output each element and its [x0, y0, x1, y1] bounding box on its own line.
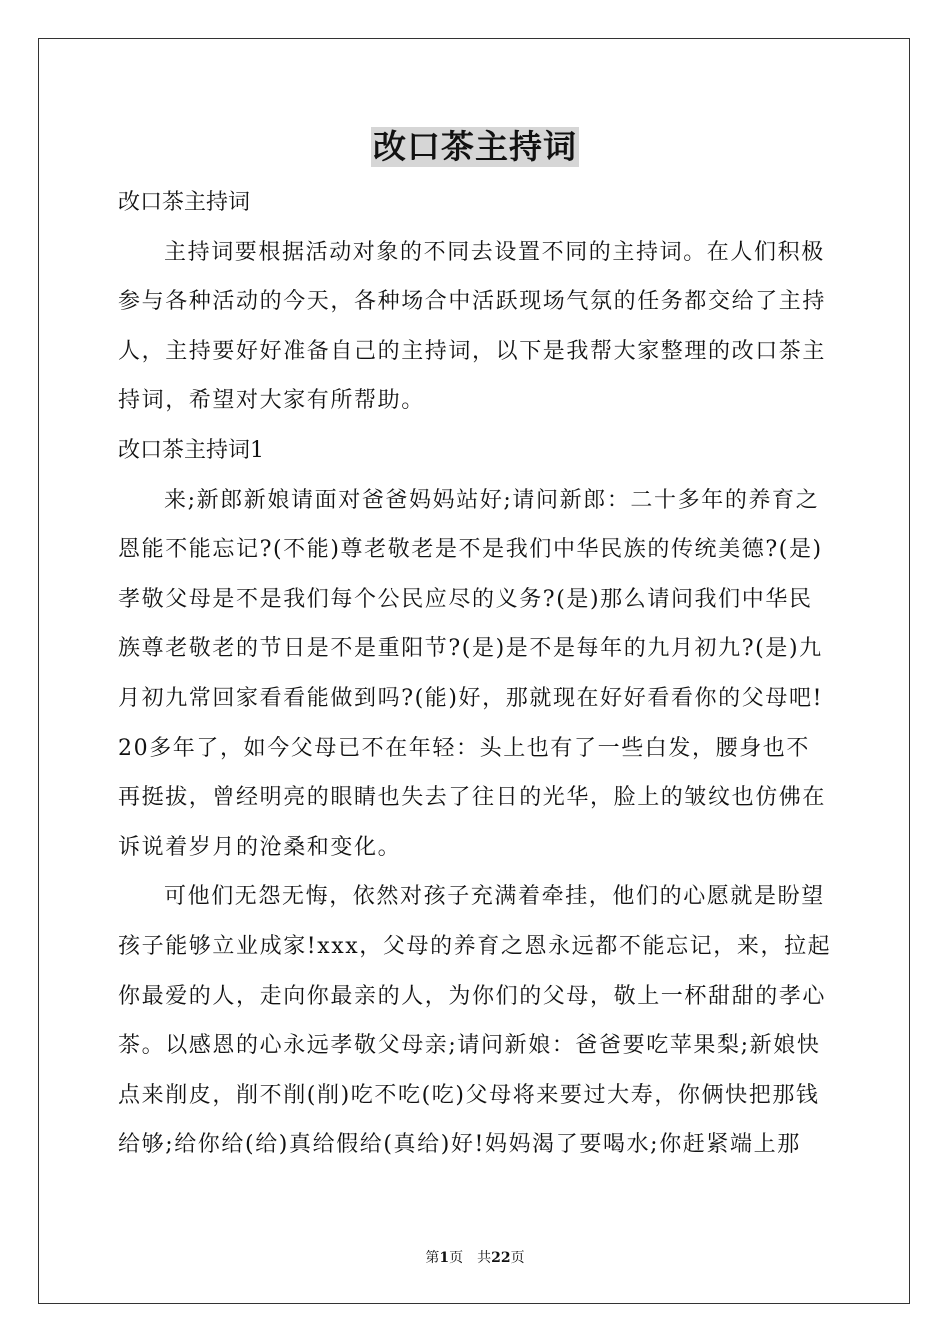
paragraph1-line: 孝敬父母是不是我们每个公民应尽的义务?(是)那么请问我们中华民 — [118, 586, 813, 612]
paragraph2-line: 孩子能够立业成家!xxx，父母的养育之恩永远都不能忘记，来，拉起 — [118, 933, 832, 959]
paragraph1-line: 20多年了，如今父母已不在年轻：头上也有了一些白发，腰身也不 — [118, 735, 810, 761]
intro-line: 持词，希望对大家有所帮助。 — [118, 388, 425, 414]
paragraph2-line: 你最爱的人，走向你最亲的人，为你们的父母，敬上一杯甜甜的孝心 — [118, 983, 827, 1009]
paragraph1-line: 诉说着岁月的沧桑和变化。 — [118, 834, 402, 860]
page-number: 1 — [439, 1250, 450, 1266]
intro-line: 主持词要根据活动对象的不同去设置不同的主持词。在人们积极 — [164, 239, 825, 265]
paragraph2-line: 可他们无怨无悔，依然对孩子充满着牵挂，他们的心愿就是盼望 — [164, 884, 825, 910]
total-prefix: 共 — [477, 1250, 492, 1266]
document-subtitle: 改口茶主持词 — [118, 190, 251, 215]
page-footer — [0, 1248, 950, 1268]
section-heading: 改口茶主持词1 — [118, 437, 264, 463]
document-body — [118, 178, 834, 1170]
title-container — [0, 127, 950, 167]
intro-line: 参与各种活动的今天，各种场合中活跃现场气氛的任务都交给了主持 — [118, 289, 827, 315]
page-suffix: 页 — [449, 1250, 464, 1266]
paragraph2-line: 茶。以感恩的心永远孝敬父母亲;请问新娘：爸爸要吃苹果梨;新娘快 — [118, 1033, 821, 1059]
page-prefix: 第 — [425, 1250, 440, 1266]
document-title: 改口茶主持词 — [373, 127, 577, 166]
paragraph2-line: 点来削皮，削不削(削)吃不吃(吃)父母将来要过大寿，你俩快把那钱 — [118, 1082, 820, 1108]
total-pages: 22 — [491, 1250, 511, 1266]
paragraph1-line: 来;新郎新娘请面对爸爸妈妈站好;请问新郎：二十多年的养育之 — [164, 487, 820, 513]
paragraph1-line: 恩能不能忘记?(不能)尊老敬老是不是我们中华民族的传统美德?(是) — [118, 537, 823, 563]
paragraph1-line: 再挺拔，曾经明亮的眼睛也失去了往日的光华，脸上的皱纹也仿佛在 — [118, 785, 827, 811]
intro-line: 人，主持要好好准备自己的主持词，以下是我帮大家整理的改口茶主 — [118, 338, 827, 364]
paragraph2-line: 给够;给你给(给)真给假给(真给)好!妈妈渴了要喝水;你赶紧端上那 — [118, 1132, 801, 1158]
paragraph1-line: 月初九常回家看看能做到吗?(能)好，那就现在好好看看你的父母吧! — [118, 685, 824, 711]
total-suffix: 页 — [510, 1250, 525, 1266]
paragraph1-line: 族尊老敬老的节日是不是重阳节?(是)是不是每年的九月初九?(是)九 — [118, 636, 823, 662]
